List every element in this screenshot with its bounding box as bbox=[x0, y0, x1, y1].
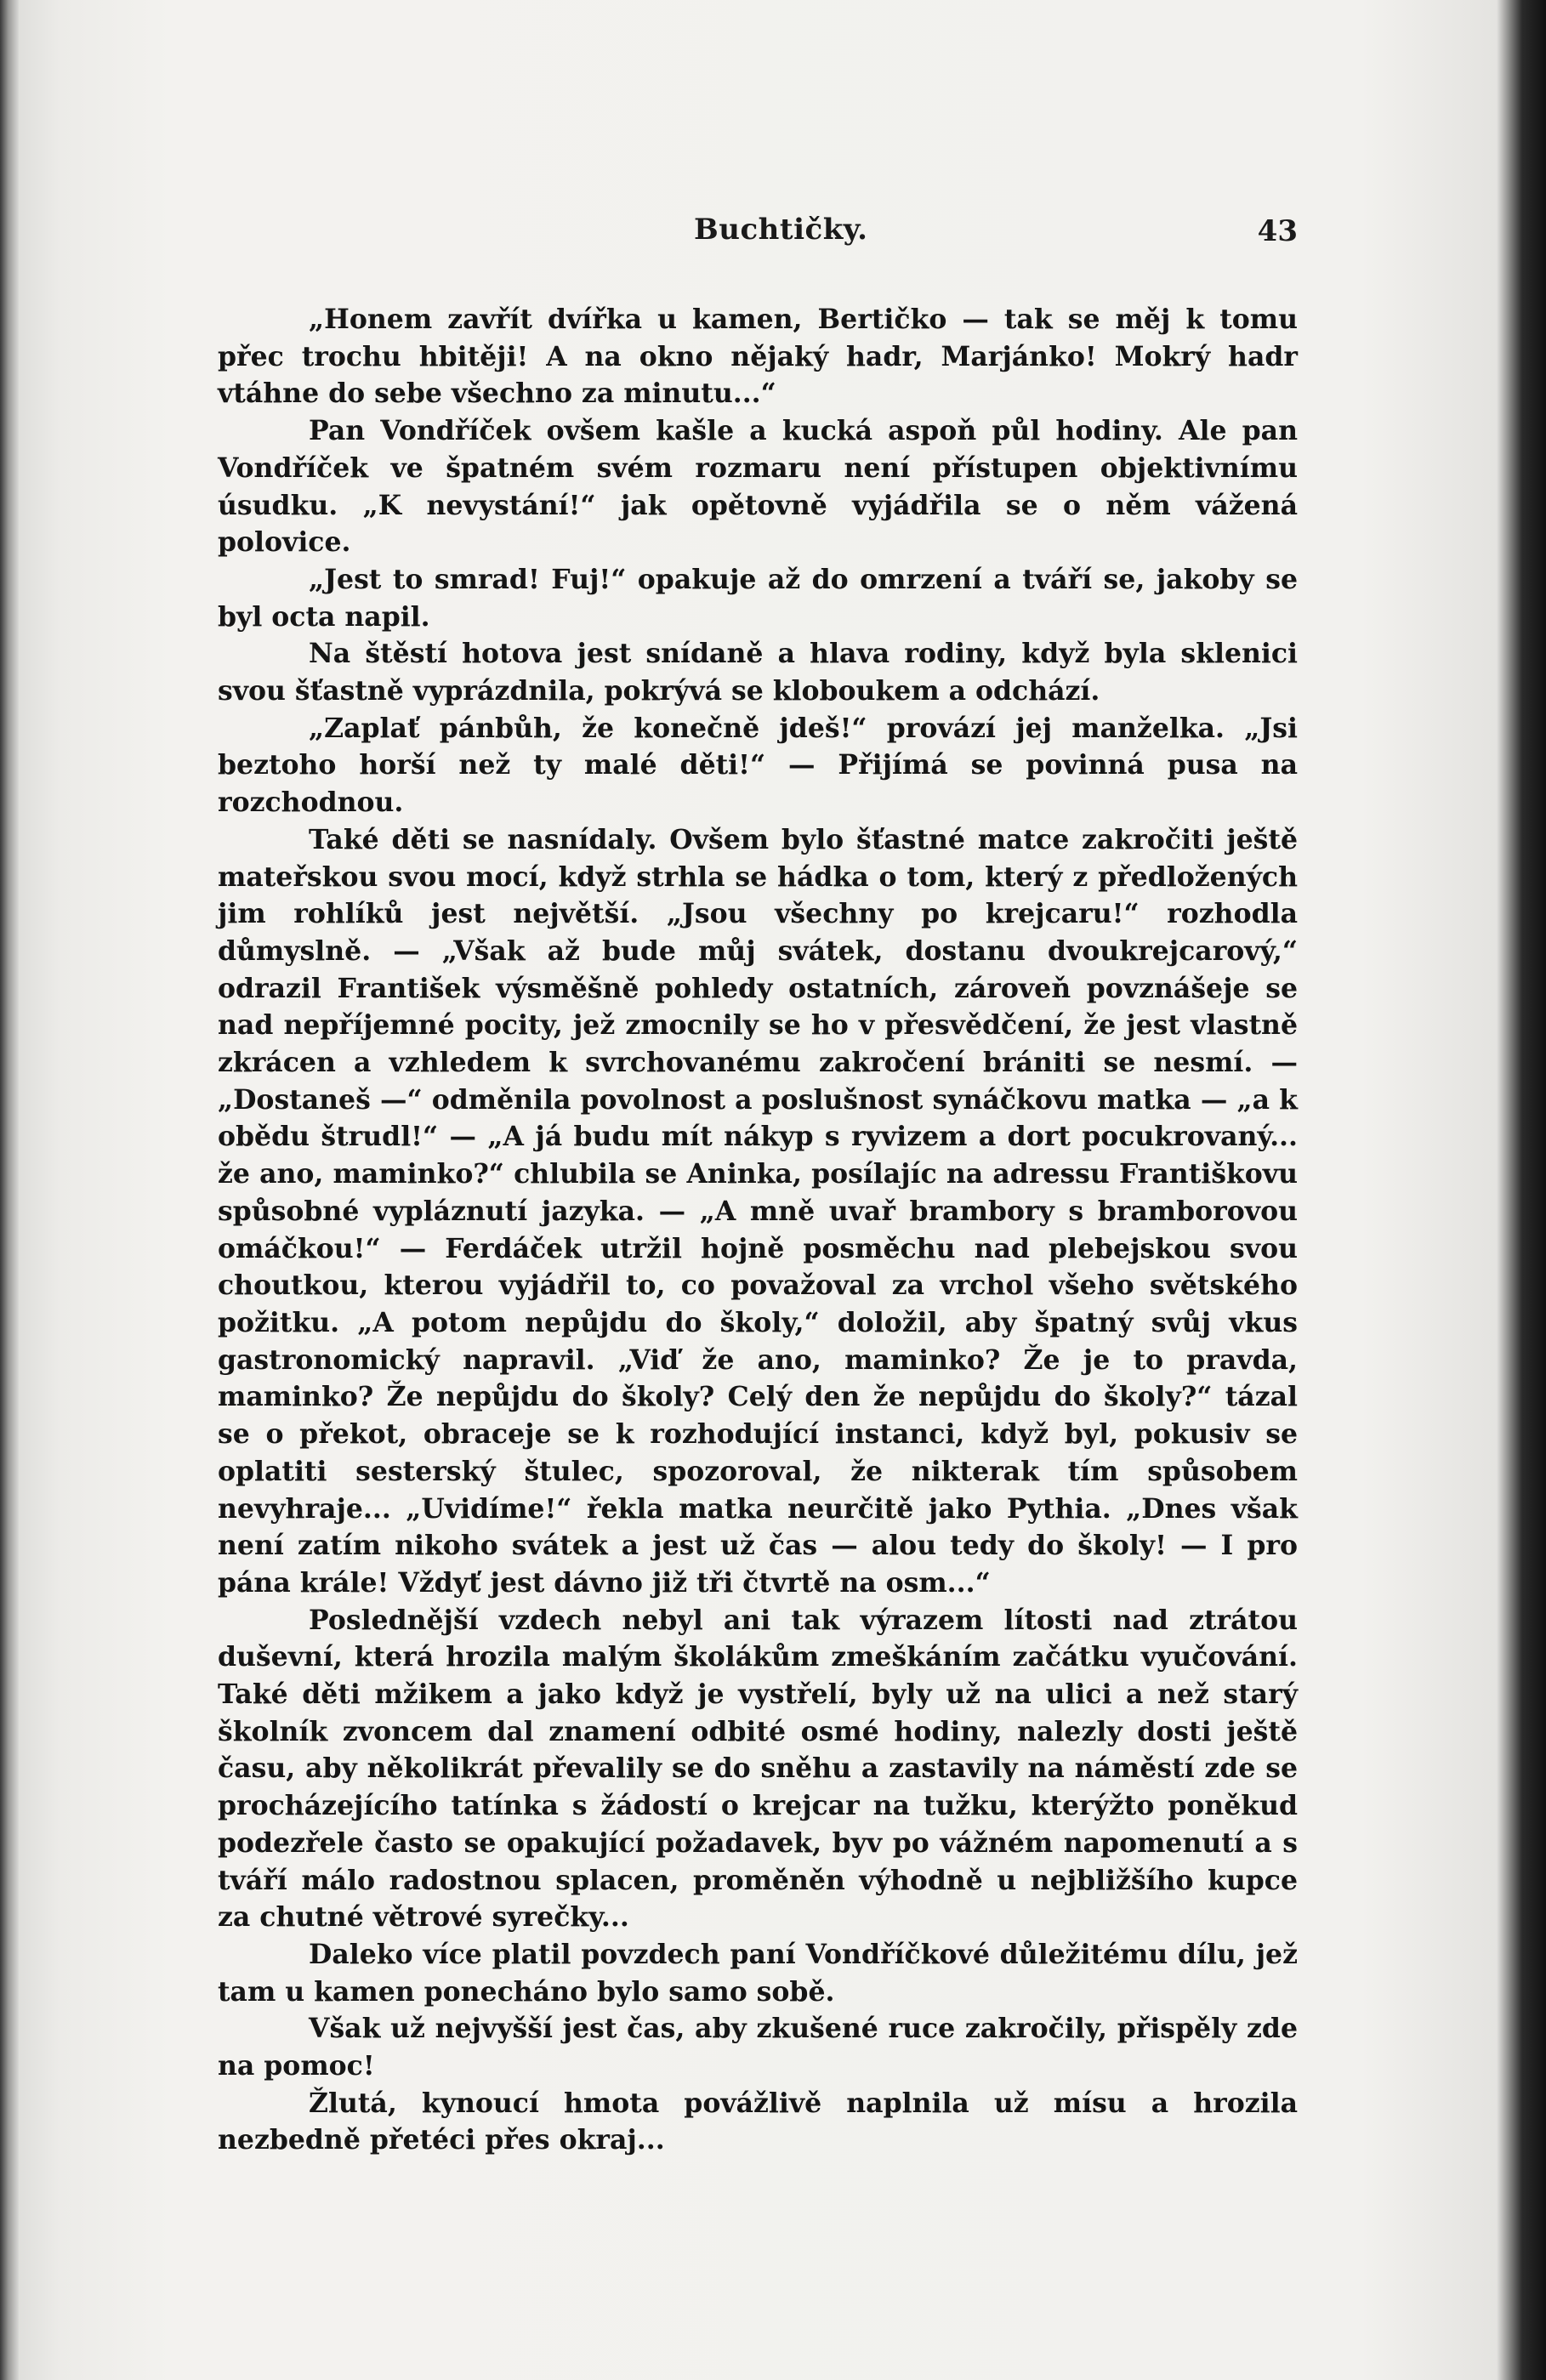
paragraph: „Jest to smrad! Fuj!“ opakuje až do omrzení a tváří se, jakoby se byl octa napil. bbox=[218, 563, 1298, 633]
paragraph: Však už nejvyšší jest čas, aby zkušené ruce zakročily, přispěly zde na pomoc! bbox=[218, 2013, 1298, 2082]
paragraph: Pan Vondříček ovšem kašle a kucká aspoň půl hodiny. Ale pan Vondříček ve špatném svém rozmaru není přístupen objektivnímu úsudku. „K nevystání!“ jak opětovně vyjádřila se o něm vážená polovice. bbox=[218, 415, 1298, 559]
paragraph: Na štěstí hotova jest snídaně a hlava rodiny, když byla sklenici svou šťastně vyprázdnila, pokrývá se kloboukem a odchází. bbox=[218, 638, 1298, 707]
page-number: 43 bbox=[1257, 214, 1298, 248]
paragraph: Také děti se nasnídaly. Ovšem bylo šťastné matce zakročiti ještě mateřskou svou mocí, když strhla se hádka o tom, který z předložených jim rohlíků jest největší. „Jsou všechny po krejcaru!“ rozhodla důmyslně. — „Však až bude můj svátek, dostanu dvoukrejcarový,“ odrazil František výsměšně pohledy ostatních, zároveň povznášeje se nad nepříjemné pocity, jež zmocnily se ho v přesvědčení, že jest vlastně zkrácen a vzhledem k svrchovanému zakročení brániti se nesmí. — „Dostaneš —“ odměnila povolnost a poslušnost synáčkovu matka — „a k obědu štrudl!“ — „A já budu mít nákyp s ryvizem a dort pocukrovaný... že ano, maminko?“ chlubila se Aninka, posílajíc na adressu Františkovu spůsobné vypláznutí jazyka. — „A mně uvař brambory s bramborovou omáčkou!“ — Ferdáček utržil hojně posměchu nad plebejskou svou choutkou, kterou vyjádřil to, co považoval za vrchol všeho světského požitku. „A potom nepůjdu do školy,“ doložil, aby špatný svůj vkus gastronomický napravil. „Viď že ano, maminko? Že je to pravda, maminko? Že nepůjdu do školy? Celý den že nepůjdu do školy?“ tázal se o překot, obraceje se k rozhodující instanci, když byl, pokusiv se oplatiti sesterský štulec, spozoroval, že nikterak tím spůsobem nevyhraje... „Uvidíme!“ řekla matka neurčitě jako Pythia. „Dnes však není zatím nikoho svátek a jest už čas — alou tedy do školy! — I pro pána krále! Vždyť jest dávno již tři čtvrtě na osm...“ bbox=[218, 823, 1298, 1599]
paragraph: Žlutá, kynoucí hmota povážlivě naplnila už mísu a hrozila nezbedně přetéci přes okraj... bbox=[218, 2087, 1298, 2156]
paragraph: „Zaplať pánbůh, že konečně jdeš!“ provází jej manželka. „Jsi beztoho horší než ty malé děti!“ — Přijímá se povinná pusa na rozchodnou. bbox=[218, 712, 1298, 819]
paragraph: Poslednější vzdech nebyl ani tak výrazem lítosti nad ztrátou duševní, která hrozila malým školákům zmeškáním začátku vyučování. Také děti mžikem a jako když je vystřelí, byly už na ulici a než starý školník zvoncem dal znamení odbité osmé hodiny, nalezly dosti ještě času, aby několikrát převalily se do sněhu a zastavily na náměstí zde se procházejícího tatínka s žádostí o krejcar na tužku, kterýžto poněkud podezřele často se opakující požadavek, byv po vážném napomenutí a s tváří málo radostnou splacen, proměněn výhodně u nejbližšího kupce za chutné větrové syrečky... bbox=[218, 1604, 1298, 1934]
body-text bbox=[218, 301, 1298, 2159]
paragraph: Daleko více platil povzdech paní Vondříčkové důležitému dílu, jež tam u kamen ponecháno bylo samo sobě. bbox=[218, 1938, 1298, 2008]
page-binding-edge bbox=[0, 0, 19, 2380]
page-header bbox=[218, 213, 1298, 255]
running-title: Buchtičky. bbox=[694, 213, 868, 247]
paragraph: „Honem zavřít dvířka u kamen, Bertičko — tak se měj k tomu přec trochu hbitěji! A na okno nějaký hadr, Marjánko! Mokrý hadr vtáhne do sebe všechno za minutu...“ bbox=[218, 304, 1298, 410]
